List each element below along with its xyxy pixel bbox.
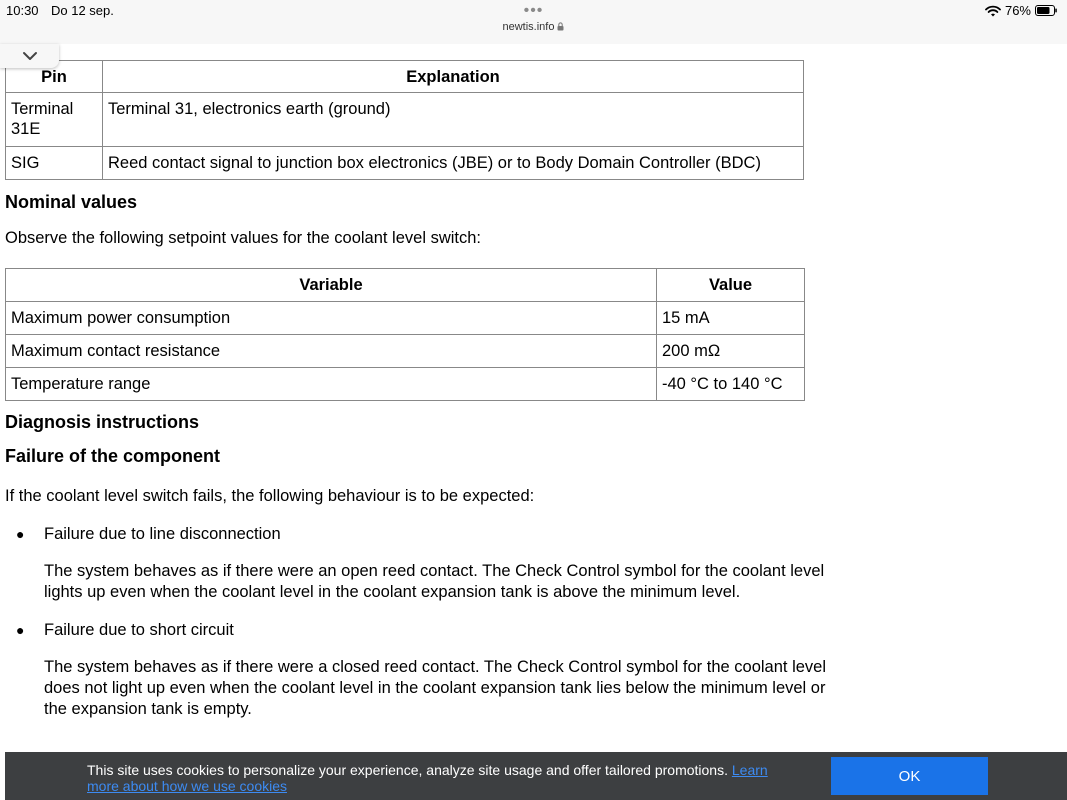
battery-icon [1035, 5, 1057, 16]
bullet-icon: ● [16, 622, 25, 638]
nominal-values-table [5, 268, 805, 401]
paragraph: Observe the following setpoint values for the coolant level switch: [5, 229, 482, 247]
table-header: Explanation [103, 61, 804, 93]
list-item-description: The system behaves as if there were a closed reed contact. The Check Control symbol for the coolant level does not light up even when the coolant level in the coolant expansion tank lies below the minimum level or the expansion tank is empty. [44, 658, 827, 718]
list-item-label: Failure due to line disconnection [44, 525, 281, 543]
collapse-toolbar-button[interactable] [0, 44, 59, 68]
url-text: newtis.info [502, 21, 555, 33]
table-cell: Terminal 31E [6, 93, 103, 147]
section-title: Nominal values [5, 192, 138, 212]
tab-menu-dots[interactable]: ••• [523, 2, 544, 19]
table-cell: -40 °C to 140 °C [657, 368, 805, 401]
learn-more-link[interactable]: Learn more about how we use cookies [87, 762, 768, 794]
table-cell: Terminal 31, electronics earth (ground) [103, 93, 804, 147]
table-header-row [6, 269, 805, 302]
table-header: Pin [6, 61, 103, 93]
table-row [6, 93, 804, 147]
chevron-down-icon [22, 51, 38, 61]
cookie-message: This site uses cookies to personalize your experience, analyze site usage and offer tailored promotions. [87, 762, 728, 778]
cookie-ok-button[interactable]: OK [831, 757, 988, 795]
bullet-icon: ● [16, 526, 25, 542]
table-cell: 200 mΩ [657, 335, 805, 368]
table-header: Variable [6, 269, 657, 302]
table-cell: Temperature range [6, 368, 657, 401]
paragraph: If the coolant level switch fails, the following behaviour is to be expected: [5, 487, 535, 505]
table-cell: 15 mA [657, 302, 805, 335]
table-cell: Maximum contact resistance [6, 335, 657, 368]
table-row [6, 368, 805, 401]
status-date: Do 12 sep. [51, 3, 114, 18]
cookie-banner [5, 752, 1067, 800]
list-item-label: Failure due to short circuit [44, 621, 234, 639]
list-item-description: The system behaves as if there were an open reed contact. The Check Control symbol for the coolant level lights up even when the coolant level in the coolant expansion tank is above the minimum level. [44, 562, 825, 601]
table-cell: Maximum power consumption [6, 302, 657, 335]
table-header: Value [657, 269, 805, 302]
table-cell: SIG [6, 147, 103, 180]
status-time: 10:30 [6, 3, 39, 18]
pin-table [5, 60, 804, 180]
table-cell: Reed contact signal to junction box electronics (JBE) or to Body Domain Controller (BDC) [103, 147, 804, 180]
section-title: Diagnosis instructions [5, 412, 200, 432]
wifi-icon [985, 5, 1001, 17]
table-header-row [6, 61, 804, 93]
lock-icon [557, 22, 564, 31]
address-bar[interactable] [0, 21, 1067, 33]
status-right [985, 3, 1057, 18]
table-row [6, 335, 805, 368]
battery-percent: 76% [1004, 3, 1031, 18]
browser-top-bar [0, 0, 1067, 44]
cookie-text [87, 762, 797, 794]
subsection-title: Failure of the component [5, 446, 221, 466]
table-row [6, 147, 804, 180]
table-row [6, 302, 805, 335]
